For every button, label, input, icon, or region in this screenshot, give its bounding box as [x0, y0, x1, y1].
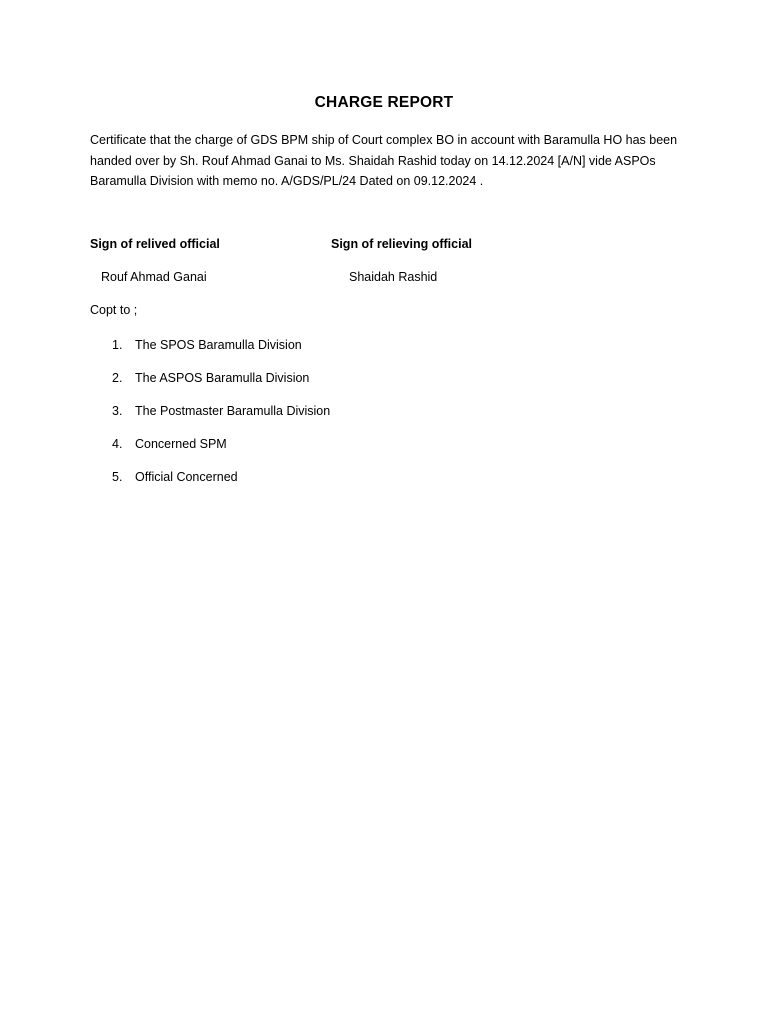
copy-to-label: Copt to ;	[90, 303, 138, 317]
list-item-text: Official Concerned	[135, 470, 238, 484]
list-item	[112, 369, 330, 402]
list-item	[112, 468, 330, 501]
list-item-text: The Postmaster Baramulla Division	[135, 404, 331, 418]
document-title: CHARGE REPORT	[314, 94, 454, 111]
list-item-number: 5.	[112, 470, 123, 484]
list-item	[112, 402, 330, 435]
relieving-official-name: Shaidah Rashid	[349, 270, 438, 284]
list-item-number: 1.	[112, 338, 123, 352]
list-item	[112, 336, 330, 369]
list-item	[112, 435, 330, 468]
paragraph-line: Baramulla Division with memo no. A/GDS/PL/24 Dated on 09.12.2024 .	[90, 174, 484, 188]
relieving-official-label: Sign of relieving official	[331, 237, 472, 251]
list-item-number: 3.	[112, 404, 123, 418]
paragraph-line: handed over by Sh. Rouf Ahmad Ganai to Ms. Shaidah Rashid today on 14.12.2024 [A/N] vide ASPOs	[90, 153, 656, 168]
copy-to-list	[112, 336, 330, 501]
list-item-number: 2.	[112, 371, 123, 385]
list-item-text: The ASPOS Baramulla Division	[135, 371, 310, 385]
paragraph-line: Certificate that the charge of GDS BPM ship of Court complex BO in account with Baramulla HO has been	[90, 133, 678, 147]
relived-official-label: Sign of relived official	[90, 237, 220, 251]
list-item-text: The SPOS Baramulla Division	[135, 338, 302, 352]
list-item-text: Concerned SPM	[135, 437, 227, 451]
relived-official-name: Rouf Ahmad Ganai	[101, 270, 207, 284]
certificate-paragraph	[90, 130, 690, 192]
list-item-number: 4.	[112, 437, 123, 451]
